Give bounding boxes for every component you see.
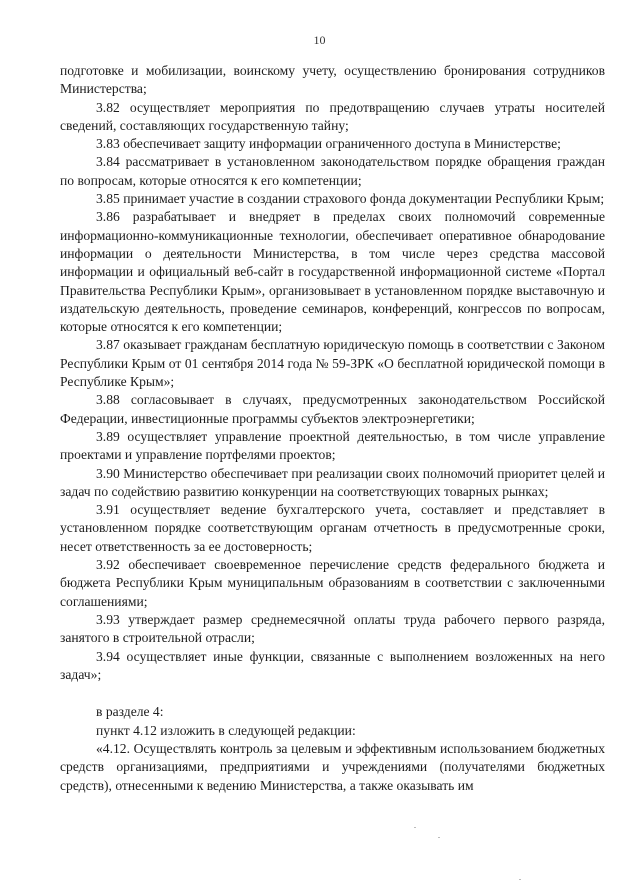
paragraph-3-83: 3.83 обеспечивает защиту информации ограниченного доступа в Министерстве; bbox=[96, 136, 561, 152]
paragraph-3-82: 3.82 осуществляет мероприятия по предотвращению случаев утраты носителей сведений, составляющих государственную тайну; bbox=[60, 99, 605, 133]
scan-speck bbox=[414, 827, 416, 828]
paragraph-3-86: 3.86 разрабатывает и внедряет в пределах своих полномочий современные информационно-коммуникационные технологии, обеспечивает оперативное обнародование информации о деятельности Министерства, в том числе через средства массовой информации и официальный веб-сайт в государственной информационной системе «Портал Правительства Республики Крым», организовывает в установленном порядке выставочную и издательскую деятельность, проведение семинаров, конференций, конгрессов по вопросам, которые относятся к его компетенции; bbox=[60, 209, 605, 335]
section-4-item: пункт 4.12 изложить в следующей редакции: bbox=[96, 723, 356, 739]
paragraph-4-12: «4.12. Осуществлять контроль за целевым и эффективным использованием бюджетных средств организациями, предприятиями и учреждениями (получателями бюджетных средств), отнесенными к ведению Министерства, а также оказывать им bbox=[60, 741, 605, 793]
paragraph-3-85: 3.85 принимает участие в создании страхового фонда документации Республики Крым; bbox=[96, 191, 605, 207]
paragraph-3-87: 3.87 оказывает гражданам бесплатную юридическую помощь в соответствии с Законом Республики Крым от 01 сентября 2014 года № 59-ЗРК «О бесплатной юридической помощи в Республике Крым»; bbox=[60, 337, 605, 390]
paragraph-3-89: 3.89 осуществляет управление проектной деятельностью, в том числе управление проектами и управление портфелями проектов; bbox=[60, 428, 605, 463]
paragraph-3-88: 3.88 согласовывает в случаях, предусмотренных законодательством Российской Федерации, инвестиционные программы субъектов электроэнергетики; bbox=[60, 392, 605, 426]
scan-speck bbox=[438, 837, 440, 838]
paragraph-3-84: 3.84 рассматривает в установленном законодательством порядке обращения граждан по вопросам, которые относятся к его компетенции; bbox=[60, 154, 605, 188]
paragraph-continuation: подготовке и мобилизации, воинскому учету, осуществлению бронирования сотрудников Министерства; bbox=[60, 63, 605, 97]
paragraph-3-92: 3.92 обеспечивает своевременное перечисление средств федерального бюджета и бюджета Республики Крым муниципальным образованиям в соответствии с заключенными соглашениями; bbox=[60, 557, 605, 609]
paragraph-3-90: 3.90 Министерство обеспечивает при реализации своих полномочий приоритет целей и задач по содействию развитию конкуренции на соответствующих товарных рынках; bbox=[60, 465, 605, 499]
paragraph-3-91: 3.91 осуществляет ведение бухгалтерского учета, составляет и представляет в установленном порядке соответствующим органам отчетность в предусмотренные сроки, несет ответственность за ее достоверность; bbox=[60, 502, 605, 554]
scan-speck bbox=[519, 879, 521, 880]
section-gap bbox=[60, 684, 605, 702]
paragraph-3-94: 3.94 осуществляет иные функции, связанные с выполнением возложенных на него задач»; bbox=[60, 648, 605, 682]
section-4-intro: в разделе 4: bbox=[96, 704, 164, 720]
page-number: 10 bbox=[313, 33, 326, 47]
paragraph-3-93: 3.93 утверждает размер среднемесячной оплаты труда рабочего первого разряда, занятого в строительной отрасли; bbox=[60, 611, 605, 646]
document-body bbox=[60, 62, 605, 795]
